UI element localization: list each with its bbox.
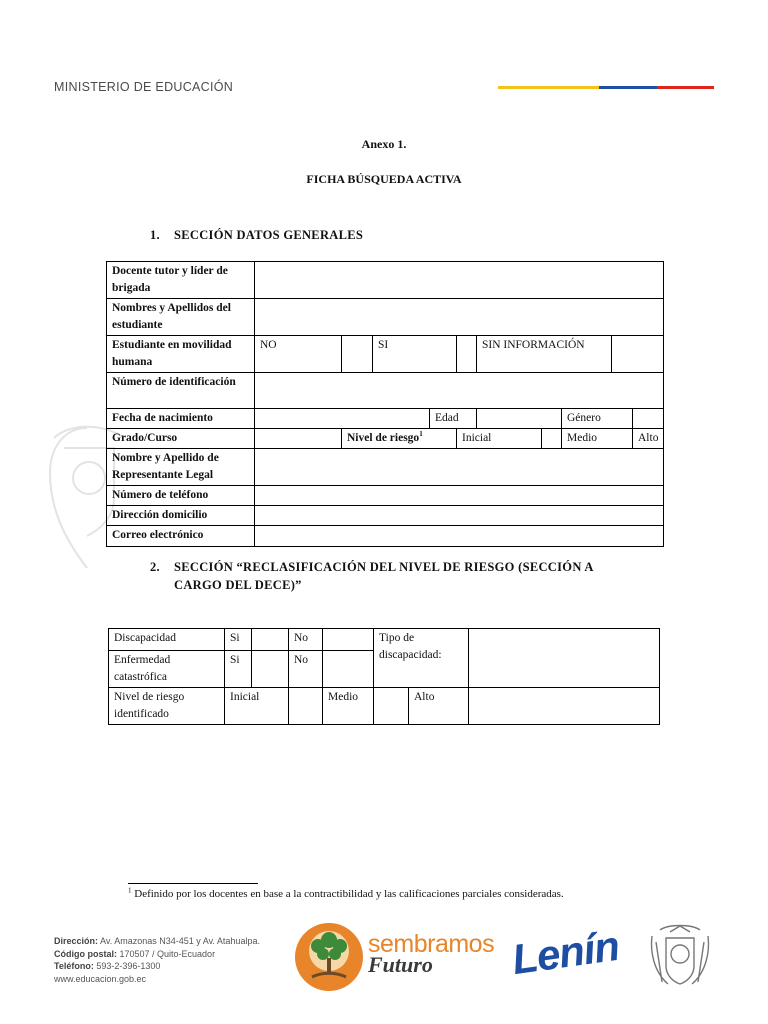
phone-field[interactable] <box>255 486 664 506</box>
catastrophic-si-checkbox[interactable] <box>252 651 289 688</box>
section-1-number: 1. <box>150 228 160 242</box>
address-label: Dirección domicilio <box>107 506 255 526</box>
section-2-number: 2. <box>150 560 160 574</box>
risk-identified-high-checkbox[interactable] <box>469 688 660 725</box>
id-number-label: Número de identificación <box>107 373 255 409</box>
student-names-field[interactable] <box>255 299 664 336</box>
logo-sembramos-text: sembramos <box>368 930 495 958</box>
risk-high-label: Alto <box>633 429 664 449</box>
general-data-table <box>106 261 664 547</box>
disability-si-checkbox[interactable] <box>252 629 289 651</box>
risk-identified-initial-label: Inicial <box>225 688 289 725</box>
gender-label: Género <box>562 409 633 429</box>
mobility-label: Estudiante en movilidad humana <box>107 336 255 373</box>
catastrophic-label: Enfermedad catastrófica <box>109 651 225 688</box>
footnote-ref: 1 <box>419 430 423 439</box>
risk-identified-medium-label: Medio <box>323 688 374 725</box>
birth-date-field[interactable] <box>255 409 430 429</box>
footnote-mark: 1 <box>128 886 132 895</box>
postal-label: Código postal: <box>54 948 117 959</box>
section-2-title-line1: SECCIÓN “RECLASIFICACIÓN DEL NIVEL DE RIESGO (SECCIÓN A <box>174 560 594 574</box>
disability-no-checkbox[interactable] <box>323 629 374 651</box>
risk-identified-label: Nivel de riesgo identificado <box>109 688 225 725</box>
risk-medium-label: Medio <box>562 429 633 449</box>
flag-bar-red <box>657 86 714 89</box>
catastrophic-no-checkbox[interactable] <box>323 651 374 688</box>
mobility-none-checkbox[interactable] <box>612 336 664 373</box>
postal-value: 170507 / Quito-Ecuador <box>117 948 216 959</box>
tree-logo-icon <box>294 922 364 992</box>
mobility-si-label: SI <box>373 336 457 373</box>
risk-initial-checkbox[interactable] <box>542 429 562 449</box>
footnote-text: Definido por los docentes en base a la contractibilidad y las calificaciones parciales consideradas. <box>131 888 564 900</box>
grade-field[interactable] <box>255 429 342 449</box>
phone-value-footer: 593-2-396-1300 <box>93 961 161 971</box>
risk-identified-medium-checkbox[interactable] <box>374 688 409 725</box>
gender-field[interactable] <box>633 409 664 429</box>
section-1-heading <box>150 226 363 244</box>
mobility-no-checkbox[interactable] <box>342 336 373 373</box>
address-field[interactable] <box>255 506 664 526</box>
risk-reclassification-table <box>108 628 660 725</box>
tutor-label: Docente tutor y líder de brigada <box>107 262 255 299</box>
footer-address-block <box>54 935 260 985</box>
flag-bar-blue <box>599 86 657 89</box>
disability-no-label: No <box>289 629 323 651</box>
mobility-none-label: SIN INFORMACIÓN <box>477 336 612 373</box>
address-value-footer: Av. Amazonas N34-451 y Av. Atahualpa. <box>98 936 260 946</box>
catastrophic-si-label: Si <box>225 651 252 688</box>
risk-level-label: Nivel de riesgo$^1$ <box>342 429 457 449</box>
representative-field[interactable] <box>255 449 664 486</box>
risk-identified-high-label: Alto <box>409 688 469 725</box>
age-field[interactable] <box>477 409 562 429</box>
age-label: Edad <box>430 409 477 429</box>
mobility-no-label: NO <box>255 336 342 373</box>
email-label: Correo electrónico <box>107 526 255 547</box>
tutor-field[interactable] <box>255 262 664 299</box>
mobility-si-checkbox[interactable] <box>457 336 477 373</box>
coat-of-arms-icon <box>646 922 714 992</box>
section-2-title-line2: CARGO DEL DECE)” <box>174 578 302 592</box>
phone-label-footer: Teléfono: <box>54 961 94 971</box>
form-title: FICHA BÚSQUEDA ACTIVA <box>306 172 462 186</box>
disability-label: Discapacidad <box>109 629 225 651</box>
disability-si-label: Si <box>225 629 252 651</box>
phone-label: Número de teléfono <box>107 486 255 506</box>
website-link[interactable]: www.educacion.gob.ec <box>54 973 147 984</box>
flag-bar-yellow <box>498 86 599 89</box>
representative-label: Nombre y Apellido de Representante Legal <box>107 449 255 486</box>
email-field[interactable] <box>255 526 664 547</box>
section-1-title: SECCIÓN DATOS GENERALES <box>174 228 364 242</box>
birth-date-label: Fecha de nacimiento <box>107 409 255 429</box>
annex-title: Anexo 1. <box>361 137 407 151</box>
footnote <box>128 888 564 900</box>
grade-label: Grado/Curso <box>107 429 255 449</box>
risk-identified-initial-checkbox[interactable] <box>289 688 323 725</box>
footnote-separator <box>128 883 258 884</box>
disability-type-label: Tipo de discapacidad: <box>374 629 469 688</box>
catastrophic-no-label: No <box>289 651 323 688</box>
disability-type-field[interactable] <box>469 629 660 688</box>
risk-initial-label: Inicial <box>457 429 542 449</box>
section-2-heading <box>150 558 594 594</box>
ministry-name: MINISTERIO DE EDUCACIÓN <box>54 80 234 94</box>
logo-futuro-text: Futuro <box>368 952 433 977</box>
address-label-footer: Dirección: <box>54 936 99 946</box>
lenin-signature-logo: Lenín <box>509 921 622 984</box>
student-names-label: Nombres y Apellidos del estudiante <box>107 299 255 336</box>
id-number-field[interactable] <box>255 373 664 409</box>
